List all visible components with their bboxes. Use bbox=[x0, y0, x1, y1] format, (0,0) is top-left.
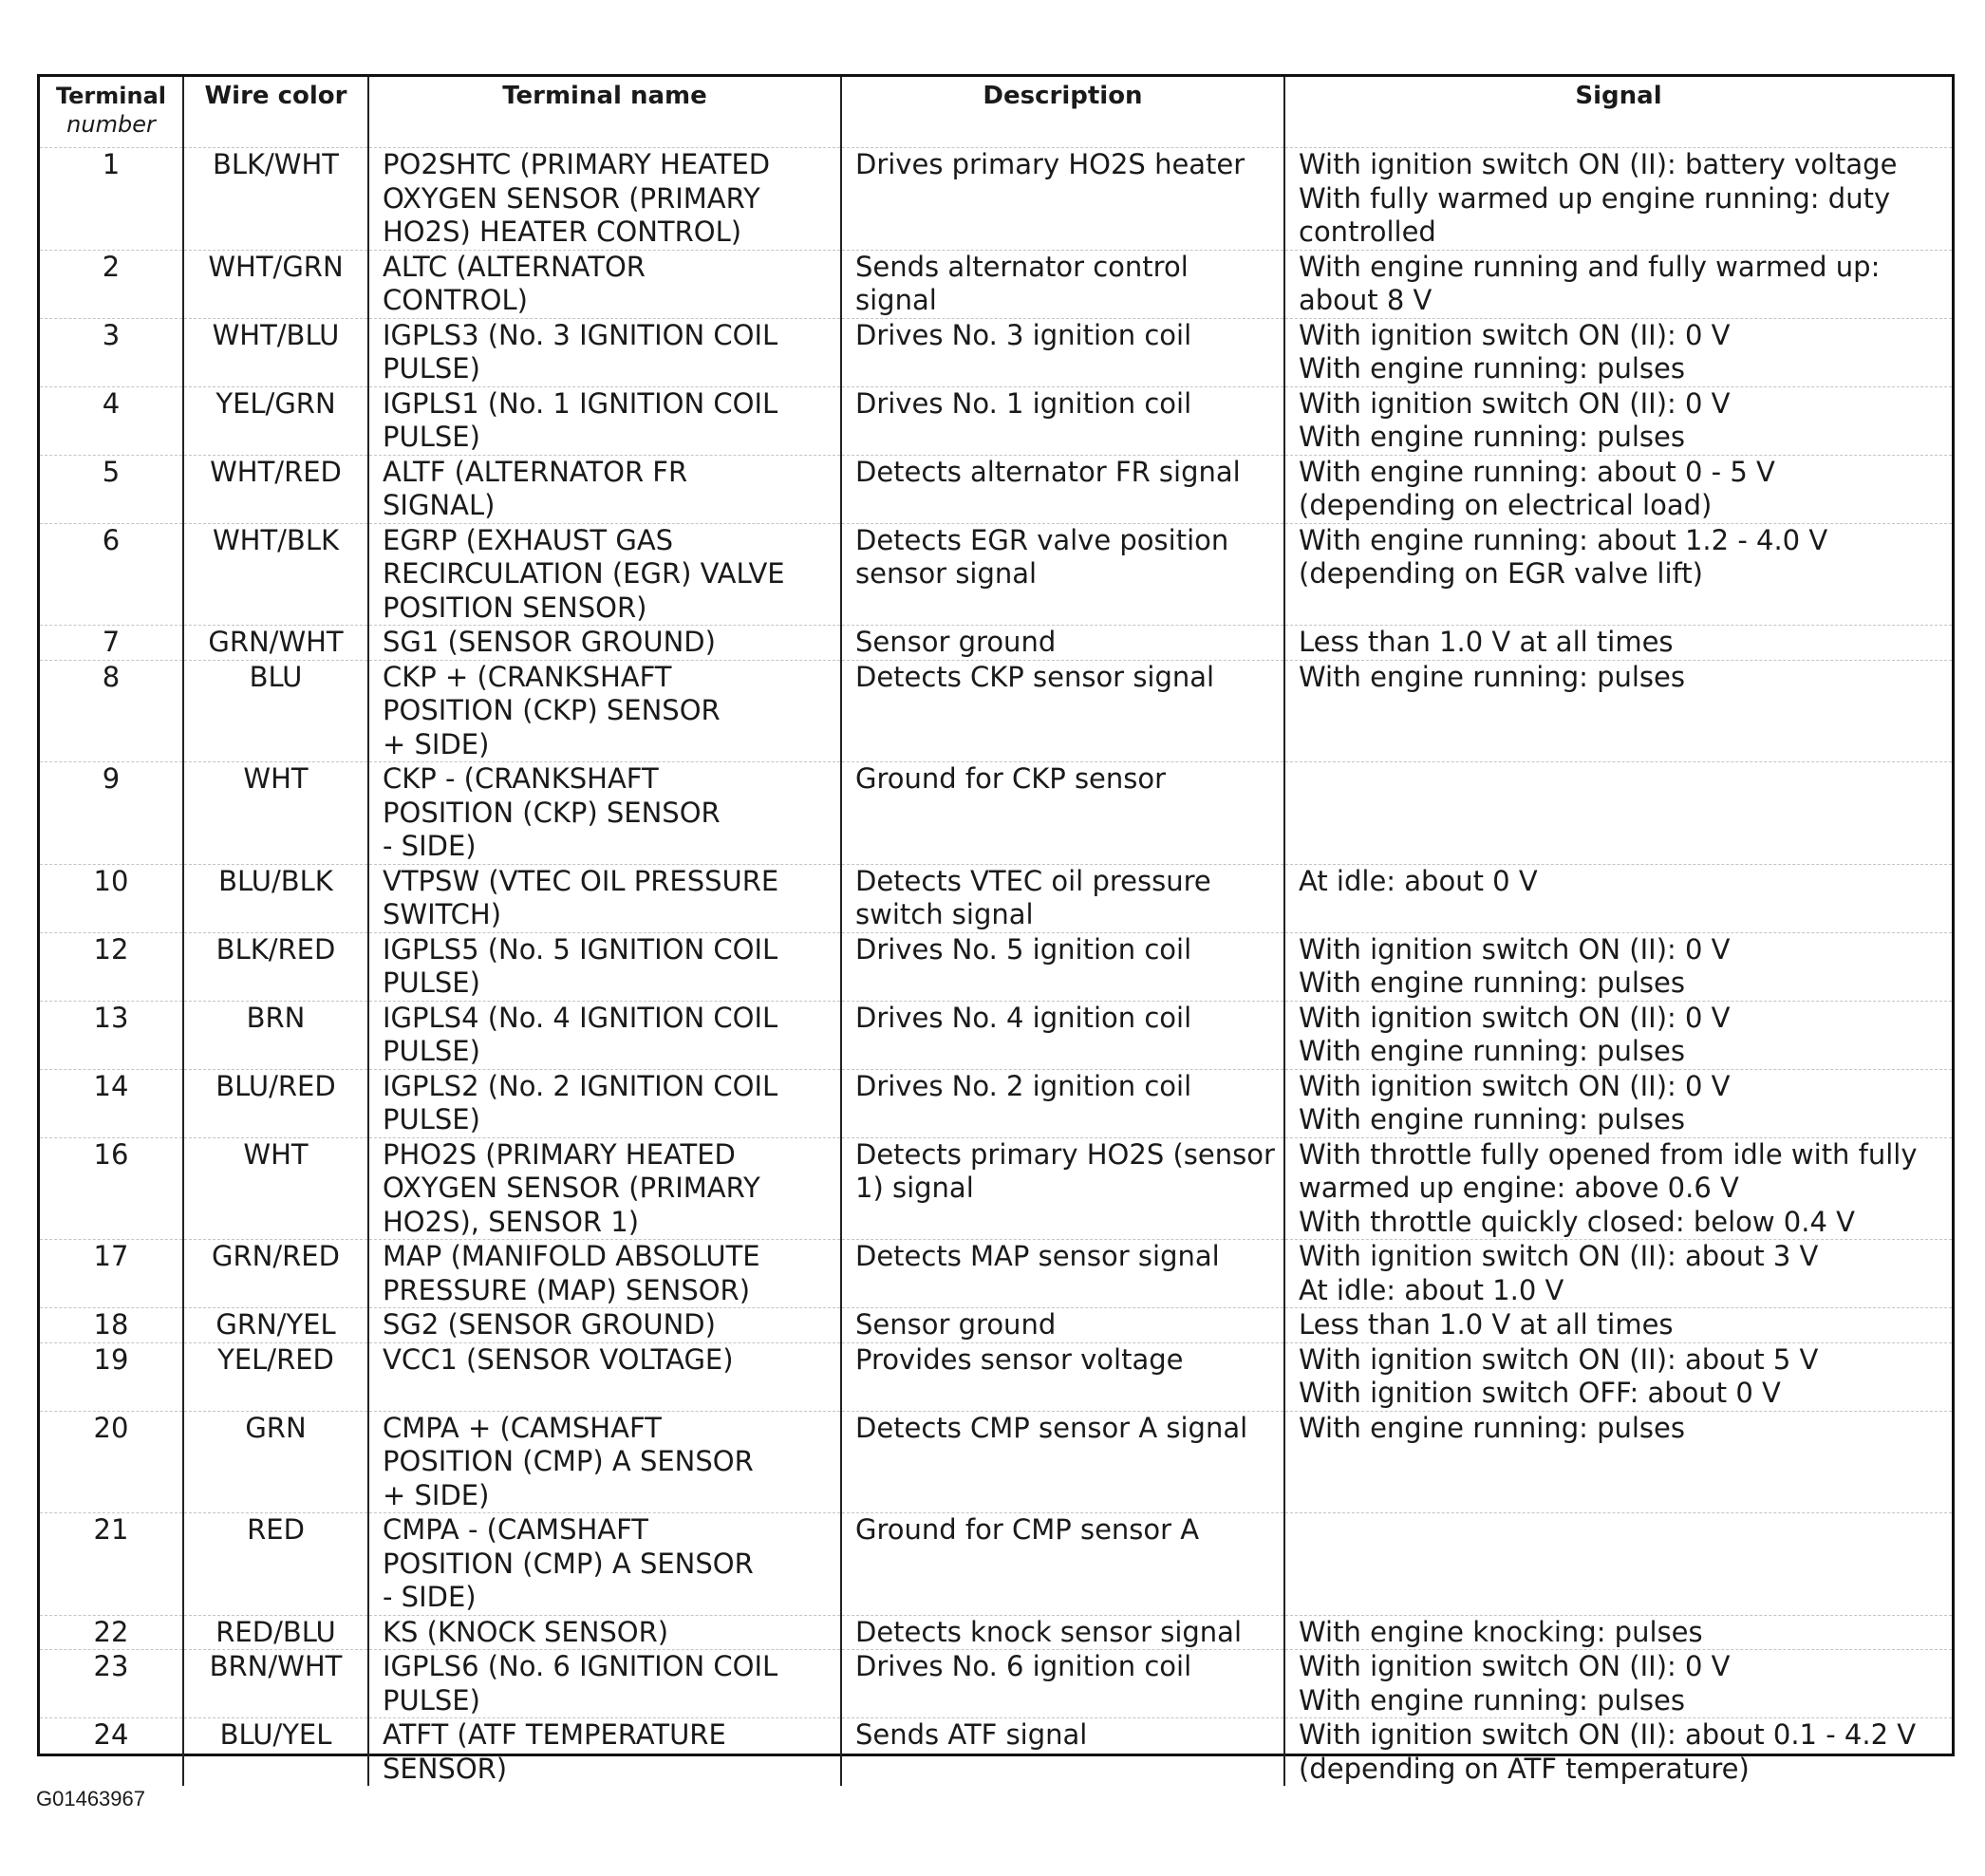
signal-cell bbox=[1284, 1615, 1952, 1650]
terminal-name-line: PULSE) bbox=[383, 352, 480, 385]
description-cell bbox=[841, 250, 1284, 318]
description-cell bbox=[841, 1240, 1284, 1308]
terminal-name-cell bbox=[368, 762, 841, 865]
signal-cell bbox=[1284, 1001, 1952, 1069]
terminal-name-line: PULSE) bbox=[383, 966, 480, 999]
terminal-name-line: CKP + (CRANKSHAFT bbox=[383, 660, 672, 693]
description-line: Ground for CMP sensor A bbox=[855, 1513, 1200, 1546]
wire-color-cell: YEL/RED bbox=[183, 1342, 368, 1411]
description-cell bbox=[841, 1308, 1284, 1343]
signal-cell bbox=[1284, 1513, 1952, 1616]
terminal-number-cell: 1 bbox=[40, 148, 183, 251]
table-row bbox=[40, 455, 1952, 523]
table-row bbox=[40, 318, 1952, 386]
terminal-number-cell: 2 bbox=[40, 250, 183, 318]
signal-cell bbox=[1284, 455, 1952, 523]
table-row bbox=[40, 1342, 1952, 1411]
description-cell bbox=[841, 1342, 1284, 1411]
table-row bbox=[40, 762, 1952, 865]
terminal-number-cell: 20 bbox=[40, 1411, 183, 1513]
signal-cell bbox=[1284, 250, 1952, 318]
description-line: Ground for CKP sensor bbox=[855, 762, 1167, 795]
terminal-name-line: PO2SHTC (PRIMARY HEATED bbox=[383, 148, 771, 180]
table-row bbox=[40, 1137, 1952, 1240]
signal-line: about 8 V bbox=[1299, 284, 1433, 316]
description-cell bbox=[841, 1718, 1284, 1787]
signal-cell bbox=[1284, 1718, 1952, 1787]
terminal-number-cell: 7 bbox=[40, 626, 183, 661]
description-line: Sends ATF signal bbox=[855, 1718, 1088, 1751]
figure-code: G01463967 bbox=[36, 1787, 145, 1810]
wire-color-cell: BRN bbox=[183, 1001, 368, 1069]
table-body bbox=[40, 148, 1952, 1787]
description-line: Detects MAP sensor signal bbox=[855, 1240, 1220, 1272]
description-line: Sensor ground bbox=[855, 1308, 1057, 1341]
terminal-number-cell: 19 bbox=[40, 1342, 183, 1411]
signal-cell bbox=[1284, 1411, 1952, 1513]
description-cell bbox=[841, 148, 1284, 251]
terminal-name-line: - SIDE) bbox=[383, 830, 477, 862]
header-number-label: number bbox=[66, 111, 156, 138]
wire-color-cell: WHT/BLK bbox=[183, 523, 368, 626]
signal-line: Less than 1.0 V at all times bbox=[1299, 1308, 1674, 1341]
description-cell bbox=[841, 1137, 1284, 1240]
terminal-name-line: HO2S) HEATER CONTROL) bbox=[383, 216, 742, 248]
terminal-name-line: OXYGEN SENSOR (PRIMARY bbox=[383, 1172, 760, 1204]
description-line: Sends alternator control bbox=[855, 250, 1189, 283]
terminal-name-cell bbox=[368, 1308, 841, 1343]
wire-color-cell: GRN/WHT bbox=[183, 626, 368, 661]
terminal-name-cell bbox=[368, 1001, 841, 1069]
terminal-name-cell bbox=[368, 626, 841, 661]
terminal-number-cell: 23 bbox=[40, 1650, 183, 1718]
terminal-name-line: HO2S), SENSOR 1) bbox=[383, 1205, 640, 1238]
terminal-number-cell: 9 bbox=[40, 762, 183, 865]
signal-line: At idle: about 0 V bbox=[1299, 864, 1538, 897]
signal-line: With ignition switch ON (II): 0 V bbox=[1299, 1001, 1731, 1034]
terminal-name-line: POSITION (CMP) A SENSOR bbox=[383, 1547, 754, 1580]
terminal-name-line: OXYGEN SENSOR (PRIMARY bbox=[383, 181, 760, 215]
signal-cell bbox=[1284, 660, 1952, 762]
signal-line: With ignition switch ON (II): about 5 V bbox=[1299, 1342, 1819, 1376]
table-row bbox=[40, 932, 1952, 1001]
header-description: Description bbox=[841, 77, 1284, 148]
wire-color-cell: RED bbox=[183, 1513, 368, 1616]
terminal-name-line: SG2 (SENSOR GROUND) bbox=[383, 1308, 716, 1341]
terminal-number-cell: 12 bbox=[40, 932, 183, 1001]
terminal-number-cell: 17 bbox=[40, 1240, 183, 1308]
header-terminal-name: Terminal name bbox=[368, 77, 841, 148]
terminal-number-cell: 3 bbox=[40, 318, 183, 386]
description-line: signal bbox=[855, 284, 937, 316]
table-row bbox=[40, 1513, 1952, 1616]
signal-line: With engine running: pulses bbox=[1299, 1411, 1685, 1444]
signal-cell bbox=[1284, 1308, 1952, 1343]
signal-cell bbox=[1284, 1342, 1952, 1411]
signal-line: With engine running: pulses bbox=[1299, 421, 1685, 453]
description-line: Drives No. 1 ignition coil bbox=[855, 386, 1192, 420]
description-line: Drives No. 2 ignition coil bbox=[855, 1069, 1192, 1102]
terminal-name-line: IGPLS6 (No. 6 IGNITION COIL bbox=[383, 1650, 778, 1682]
terminal-name-cell bbox=[368, 250, 841, 318]
signal-cell bbox=[1284, 1137, 1952, 1240]
terminal-name-line: IGPLS5 (No. 5 IGNITION COIL bbox=[383, 932, 778, 966]
wire-color-cell: BLU/BLK bbox=[183, 864, 368, 932]
terminal-name-line: IGPLS2 (No. 2 IGNITION COIL bbox=[383, 1069, 778, 1102]
terminal-name-line: IGPLS4 (No. 4 IGNITION COIL bbox=[383, 1001, 778, 1034]
terminal-name-line: PRESSURE (MAP) SENSOR) bbox=[383, 1273, 751, 1306]
description-cell bbox=[841, 1513, 1284, 1616]
terminal-name-line: RECIRCULATION (EGR) VALVE bbox=[383, 557, 785, 590]
table-row bbox=[40, 523, 1952, 626]
table-row bbox=[40, 660, 1952, 762]
signal-line: (depending on electrical load) bbox=[1299, 489, 1713, 521]
wire-color-cell: BRN/WHT bbox=[183, 1650, 368, 1718]
terminal-name-cell bbox=[368, 1718, 841, 1787]
description-line: 1) signal bbox=[855, 1172, 974, 1204]
description-line: Detects knock sensor signal bbox=[855, 1615, 1243, 1648]
terminal-name-line: SG1 (SENSOR GROUND) bbox=[383, 626, 716, 658]
table-row bbox=[40, 250, 1952, 318]
description-cell bbox=[841, 660, 1284, 762]
terminal-name-line: PULSE) bbox=[383, 1035, 480, 1067]
description-cell bbox=[841, 1411, 1284, 1513]
signal-line: With fully warmed up engine running: duty bbox=[1299, 181, 1891, 215]
wire-color-cell: WHT bbox=[183, 1137, 368, 1240]
table-row bbox=[40, 1615, 1952, 1650]
signal-line: With ignition switch ON (II): about 0.1 - 4.2 V bbox=[1299, 1718, 1917, 1751]
table-row bbox=[40, 864, 1952, 932]
signal-line: At idle: about 1.0 V bbox=[1299, 1273, 1564, 1306]
signal-line: With engine running and fully warmed up: bbox=[1299, 250, 1881, 283]
table-header-row bbox=[40, 77, 1952, 148]
table-row bbox=[40, 1240, 1952, 1308]
signal-cell bbox=[1284, 762, 1952, 865]
terminal-name-line: IGPLS1 (No. 1 IGNITION COIL bbox=[383, 386, 778, 420]
wire-color-cell: WHT bbox=[183, 762, 368, 865]
header-terminal-label: Terminal bbox=[55, 83, 167, 109]
terminal-number-cell: 13 bbox=[40, 1001, 183, 1069]
signal-line: Less than 1.0 V at all times bbox=[1299, 626, 1674, 658]
signal-line: With ignition switch OFF: about 0 V bbox=[1299, 1377, 1781, 1409]
signal-line: With ignition switch ON (II): 0 V bbox=[1299, 386, 1731, 420]
terminal-name-cell bbox=[368, 148, 841, 251]
terminal-number-cell: 24 bbox=[40, 1718, 183, 1787]
description-line: Detects CKP sensor signal bbox=[855, 660, 1215, 693]
terminal-number-cell: 22 bbox=[40, 1615, 183, 1650]
description-cell bbox=[841, 626, 1284, 661]
terminal-name-line: + SIDE) bbox=[383, 1478, 490, 1511]
terminal-number-cell: 14 bbox=[40, 1069, 183, 1137]
signal-line: With engine running: about 1.2 - 4.0 V bbox=[1299, 523, 1828, 556]
signal-line: With ignition switch ON (II): about 3 V bbox=[1299, 1240, 1819, 1272]
terminal-name-cell bbox=[368, 864, 841, 932]
header-terminal-number bbox=[40, 77, 183, 148]
signal-line: With ignition switch ON (II): 0 V bbox=[1299, 1650, 1731, 1682]
table-row bbox=[40, 626, 1952, 661]
terminal-name-line: POSITION SENSOR) bbox=[383, 591, 647, 624]
signal-line: With engine running: pulses bbox=[1299, 1683, 1685, 1717]
description-cell bbox=[841, 386, 1284, 455]
wire-color-cell: RED/BLU bbox=[183, 1615, 368, 1650]
terminal-name-cell bbox=[368, 660, 841, 762]
signal-line: With engine running: pulses bbox=[1299, 966, 1685, 999]
terminal-name-line: PHO2S (PRIMARY HEATED bbox=[383, 1137, 736, 1171]
signal-line: controlled bbox=[1299, 216, 1436, 248]
header-wire-color: Wire color bbox=[183, 77, 368, 148]
signal-line: With ignition switch ON (II): 0 V bbox=[1299, 1069, 1731, 1102]
signal-cell bbox=[1284, 932, 1952, 1001]
terminal-name-line: CMPA + (CAMSHAFT bbox=[383, 1411, 662, 1444]
signal-cell bbox=[1284, 1650, 1952, 1718]
terminal-name-line: ALTC (ALTERNATOR bbox=[383, 250, 646, 283]
description-line: switch signal bbox=[855, 898, 1034, 930]
terminal-name-line: ATFT (ATF TEMPERATURE bbox=[383, 1718, 726, 1751]
description-line: Detects alternator FR signal bbox=[855, 455, 1241, 488]
terminal-name-line: PULSE) bbox=[383, 421, 480, 453]
wire-color-cell: BLU/RED bbox=[183, 1069, 368, 1137]
terminal-table bbox=[40, 77, 1952, 1786]
table-row bbox=[40, 1308, 1952, 1343]
table-row bbox=[40, 1718, 1952, 1787]
description-cell bbox=[841, 762, 1284, 865]
header-signal: Signal bbox=[1284, 77, 1952, 148]
table-row bbox=[40, 1069, 1952, 1137]
terminal-name-cell bbox=[368, 318, 841, 386]
terminal-number-cell: 16 bbox=[40, 1137, 183, 1240]
signal-line: warmed up engine: above 0.6 V bbox=[1299, 1172, 1739, 1204]
terminal-name-line: CMPA - (CAMSHAFT bbox=[383, 1513, 649, 1546]
terminal-number-cell: 6 bbox=[40, 523, 183, 626]
terminal-name-cell bbox=[368, 932, 841, 1001]
table-row bbox=[40, 386, 1952, 455]
terminal-number-cell: 18 bbox=[40, 1308, 183, 1343]
wire-color-cell: BLU/YEL bbox=[183, 1718, 368, 1787]
table-row bbox=[40, 1650, 1952, 1718]
terminal-name-cell bbox=[368, 455, 841, 523]
terminal-name-line: - SIDE) bbox=[383, 1581, 477, 1613]
description-line: Detects CMP sensor A signal bbox=[855, 1411, 1248, 1444]
description-cell bbox=[841, 523, 1284, 626]
wire-color-cell: GRN/YEL bbox=[183, 1308, 368, 1343]
signal-line: With engine running: pulses bbox=[1299, 660, 1685, 693]
table-row bbox=[40, 1001, 1952, 1069]
signal-line: (depending on EGR valve lift) bbox=[1299, 557, 1703, 590]
description-cell bbox=[841, 318, 1284, 386]
terminal-name-line: POSITION (CKP) SENSOR bbox=[383, 694, 721, 726]
terminal-name-cell bbox=[368, 1650, 841, 1718]
terminal-name-line: + SIDE) bbox=[383, 727, 490, 760]
terminal-name-line: PULSE) bbox=[383, 1103, 480, 1135]
wire-color-cell: WHT/GRN bbox=[183, 250, 368, 318]
signal-line: With throttle quickly closed: below 0.4 V bbox=[1299, 1205, 1855, 1238]
terminal-name-line: KS (KNOCK SENSOR) bbox=[383, 1615, 669, 1648]
terminal-name-line: CONTROL) bbox=[383, 284, 528, 316]
description-cell bbox=[841, 1615, 1284, 1650]
terminal-name-line: POSITION (CKP) SENSOR bbox=[383, 796, 721, 829]
description-line: Detects VTEC oil pressure bbox=[855, 864, 1211, 897]
terminal-name-cell bbox=[368, 1615, 841, 1650]
terminal-number-cell: 4 bbox=[40, 386, 183, 455]
signal-cell bbox=[1284, 318, 1952, 386]
terminal-name-line: ALTF (ALTERNATOR FR bbox=[383, 455, 688, 488]
terminal-table-frame bbox=[37, 74, 1955, 1785]
signal-line: With engine running: pulses bbox=[1299, 1103, 1685, 1135]
signal-line: With engine running: pulses bbox=[1299, 352, 1685, 385]
terminal-name-line: POSITION (CMP) A SENSOR bbox=[383, 1445, 754, 1477]
signal-cell bbox=[1284, 523, 1952, 626]
wire-color-cell: GRN bbox=[183, 1411, 368, 1513]
terminal-name-cell bbox=[368, 1137, 841, 1240]
description-line: Drives No. 5 ignition coil bbox=[855, 932, 1192, 966]
terminal-name-cell bbox=[368, 386, 841, 455]
terminal-number-cell: 5 bbox=[40, 455, 183, 523]
description-line: Drives No. 4 ignition coil bbox=[855, 1001, 1192, 1034]
wire-color-cell: BLU bbox=[183, 660, 368, 762]
signal-cell bbox=[1284, 386, 1952, 455]
description-line: Drives primary HO2S heater bbox=[855, 148, 1245, 180]
description-cell bbox=[841, 1650, 1284, 1718]
terminal-number-cell: 21 bbox=[40, 1513, 183, 1616]
wire-color-cell: WHT/RED bbox=[183, 455, 368, 523]
description-cell bbox=[841, 455, 1284, 523]
description-cell bbox=[841, 932, 1284, 1001]
signal-cell bbox=[1284, 626, 1952, 661]
terminal-name-cell bbox=[368, 1513, 841, 1616]
signal-line: With engine running: about 0 - 5 V bbox=[1299, 455, 1775, 488]
terminal-name-line: SENSOR) bbox=[383, 1752, 508, 1785]
wire-color-cell: WHT/BLU bbox=[183, 318, 368, 386]
signal-line: With ignition switch ON (II): 0 V bbox=[1299, 318, 1731, 351]
terminal-name-cell bbox=[368, 1342, 841, 1411]
wire-color-cell: BLK/WHT bbox=[183, 148, 368, 251]
terminal-number-cell: 10 bbox=[40, 864, 183, 932]
terminal-name-line: EGRP (EXHAUST GAS bbox=[383, 523, 674, 556]
terminal-name-line: CKP - (CRANKSHAFT bbox=[383, 762, 659, 795]
signal-cell bbox=[1284, 1240, 1952, 1308]
description-cell bbox=[841, 1001, 1284, 1069]
description-line: Drives No. 6 ignition coil bbox=[855, 1650, 1192, 1682]
terminal-name-cell bbox=[368, 1069, 841, 1137]
description-line: Provides sensor voltage bbox=[855, 1342, 1184, 1376]
terminal-number-cell: 8 bbox=[40, 660, 183, 762]
terminal-name-cell bbox=[368, 1240, 841, 1308]
terminal-name-cell bbox=[368, 1411, 841, 1513]
wire-color-cell: GRN/RED bbox=[183, 1240, 368, 1308]
signal-cell bbox=[1284, 1069, 1952, 1137]
table-row bbox=[40, 1411, 1952, 1513]
terminal-name-line: SIGNAL) bbox=[383, 489, 496, 521]
signal-line: (depending on ATF temperature) bbox=[1299, 1752, 1750, 1785]
terminal-name-line: MAP (MANIFOLD ABSOLUTE bbox=[383, 1240, 760, 1272]
description-line: sensor signal bbox=[855, 557, 1038, 590]
signal-cell bbox=[1284, 148, 1952, 251]
description-line: Detects primary HO2S (sensor bbox=[855, 1137, 1275, 1171]
terminal-name-line: IGPLS3 (No. 3 IGNITION COIL bbox=[383, 318, 778, 351]
wire-color-cell: YEL/GRN bbox=[183, 386, 368, 455]
description-line: Drives No. 3 ignition coil bbox=[855, 318, 1192, 351]
description-cell bbox=[841, 1069, 1284, 1137]
signal-cell bbox=[1284, 864, 1952, 932]
signal-line: With throttle fully opened from idle with fully bbox=[1299, 1137, 1918, 1171]
terminal-name-line: VTPSW (VTEC OIL PRESSURE bbox=[383, 864, 779, 897]
description-line: Detects EGR valve position bbox=[855, 523, 1229, 556]
terminal-name-line: SWITCH) bbox=[383, 898, 502, 930]
terminal-name-line: VCC1 (SENSOR VOLTAGE) bbox=[383, 1342, 734, 1376]
terminal-name-cell bbox=[368, 523, 841, 626]
signal-line: With ignition switch ON (II): 0 V bbox=[1299, 932, 1731, 966]
description-line: Sensor ground bbox=[855, 626, 1057, 658]
signal-line: With engine knocking: pulses bbox=[1299, 1615, 1703, 1648]
signal-line: With engine running: pulses bbox=[1299, 1035, 1685, 1067]
description-cell bbox=[841, 864, 1284, 932]
terminal-name-line: PULSE) bbox=[383, 1683, 480, 1717]
wire-color-cell: BLK/RED bbox=[183, 932, 368, 1001]
table-row bbox=[40, 148, 1952, 251]
signal-line: With ignition switch ON (II): battery voltage bbox=[1299, 148, 1898, 180]
